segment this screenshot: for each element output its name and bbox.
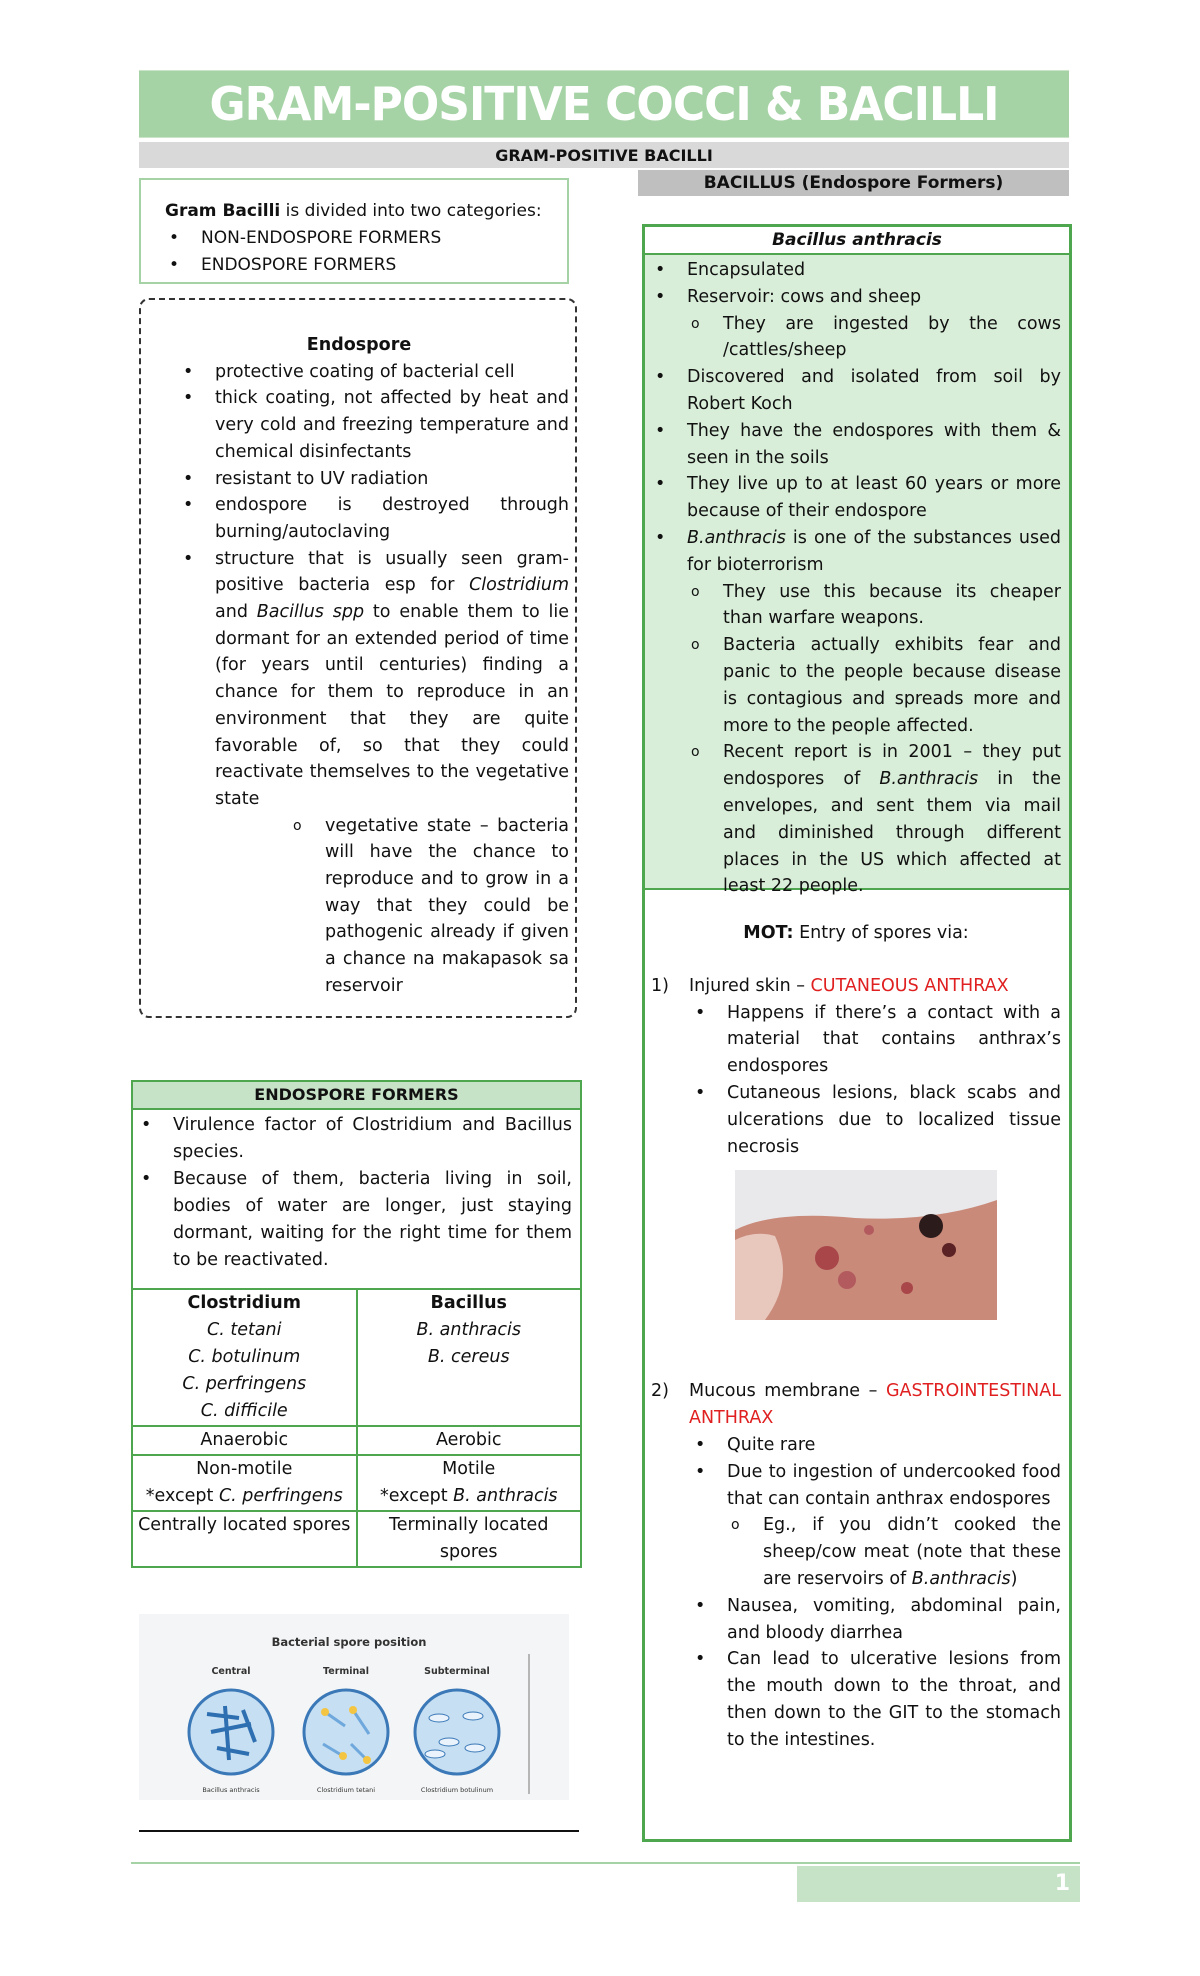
terminal-spore-circle xyxy=(304,1690,388,1774)
table-cell: Centrally located spores xyxy=(132,1511,357,1567)
figure-label: Terminal xyxy=(323,1666,369,1677)
list-item: • Reservoir: cows and sheep xyxy=(651,284,1061,311)
page-title: GRAM-POSITIVE COCCI & BACILLI xyxy=(139,70,1069,137)
list-item: • Can lead to ulcerative lesions from the mouth down to the throat, and then down to the GIT to the stomach to the intestines. xyxy=(691,1646,1061,1753)
list-item: • Encapsulated xyxy=(651,257,1061,284)
list-sub-item: o Eg., if you didn’t cooked the sheep/cow meat (note that these are reservoirs of B.anthracis) xyxy=(727,1512,1061,1592)
page-number: 1 xyxy=(797,1866,1080,1902)
list-item: • Happens if there’s a contact with a material that contains anthrax’s endospores xyxy=(691,1000,1061,1080)
figure-label: Central xyxy=(211,1666,251,1677)
list-item: • protective coating of bacterial cell xyxy=(179,359,569,386)
list-item: • thick coating, not affected by heat and very cold and freezing temperature and chemical disinfectants xyxy=(179,385,569,465)
list-sub-item: o vegetative state – bacteria will have the chance to reproduce and to grow in a way that they could be pathogenic already if given a chance na makapasok sa reservoir xyxy=(289,813,569,1000)
table-cell: Motile *except B. anthracis xyxy=(357,1455,582,1511)
list-item: • ENDOSPORE FORMERS xyxy=(165,252,547,279)
bacillus-anthracis-facts xyxy=(645,255,1069,897)
endospore-box xyxy=(139,298,577,1018)
list-item: • They have the endospores with them & seen in the soils xyxy=(651,418,1061,472)
table-heading: ENDOSPORE FORMERS xyxy=(132,1081,581,1109)
list-sub-item: o Recent report is in 2001 – they put endospores of B.anthracis in the envelopes, and sent them via mail and diminished through different places in the US which affected at least 22 people. xyxy=(687,739,1061,900)
spore-position-figure xyxy=(139,1614,569,1800)
list-item: • Virulence factor of Clostridium and Bacillus species. xyxy=(137,1112,572,1166)
list-item: • B.anthracis is one of the substances used for bioterrorism xyxy=(651,525,1061,579)
footer-line xyxy=(131,1862,1080,1864)
section-subtitle: GRAM-POSITIVE BACILLI xyxy=(139,142,1069,168)
list-item: • They live up to at least 60 years or more because of their endospore xyxy=(651,471,1061,525)
list-item: • resistant to UV radiation xyxy=(179,466,569,493)
figure-title: Bacterial spore position xyxy=(271,1635,427,1649)
list-sub-item: o Bacteria actually exhibits fear and panic to the people because disease is contagious and spreads more and more to the people affected. xyxy=(687,632,1061,739)
route-cutaneous: 1) Injured skin – CUTANEOUS ANTHRAX xyxy=(651,975,1009,996)
bacillus-anthracis-box xyxy=(642,224,1072,1842)
route-gastrointestinal: 2) Mucous membrane – GASTROINTESTINAL ANTHRAX xyxy=(651,1381,1061,1429)
table-cell: Anaerobic xyxy=(132,1426,357,1455)
bacillus-section-header: BACILLUS (Endospore Formers) xyxy=(638,170,1069,196)
cutaneous-lesion-photo xyxy=(735,1170,997,1320)
mode-of-transmission xyxy=(645,890,1069,1754)
table-cell: Non-motile *except C. perfringens xyxy=(132,1455,357,1511)
central-spore-circle xyxy=(189,1690,273,1774)
list-item: • endospore is destroyed through burning/autoclaving xyxy=(179,492,569,545)
figure-caption: Clostridium tetani xyxy=(316,1786,376,1794)
figure-caption: Clostridium botulinum xyxy=(420,1786,494,1794)
mot-heading: MOT: Entry of spores via: xyxy=(743,923,969,943)
list-item: • Discovered and isolated from soil by Robert Koch xyxy=(651,364,1061,418)
list-item: • Due to ingestion of undercooked food that can contain anthrax endospores xyxy=(691,1459,1061,1513)
list-item: • Nausea, vomiting, abdominal pain, and bloody diarrhea xyxy=(691,1593,1061,1647)
table-cell: Terminally located spores xyxy=(357,1511,582,1567)
clostridium-cell: Clostridium C. tetani C. botulinum C. perfringens C. difficile xyxy=(132,1289,357,1426)
list-item: • NON-ENDOSPORE FORMERS xyxy=(165,225,547,252)
list-item: • Because of them, bacteria living in soil, bodies of water are longer, just staying dormant, waiting for the right time for them to be reactivated. xyxy=(137,1166,572,1274)
divider xyxy=(139,1830,579,1832)
endospore-heading: Endospore xyxy=(306,335,412,355)
gram-bacilli-intro: Gram Bacilli is divided into two categories: xyxy=(165,201,542,221)
gram-bacilli-box xyxy=(139,178,569,284)
bacillus-cell: Bacillus B. anthracis B. cereus xyxy=(357,1289,582,1426)
list-item: • Quite rare xyxy=(691,1432,1061,1459)
endospore-formers-table xyxy=(131,1080,582,1568)
list-item: • Cutaneous lesions, black scabs and ulcerations due to localized tissue necrosis xyxy=(691,1080,1061,1160)
list-item: • structure that is usually seen gram-positive bacteria esp for Clostridium and Bacillus spp to enable them to lie dormant for an extended period of time (for years until centuries) finding a chance for them to reproduce in an environment that they are quite favorable of, so that they could reactivate themselves to the vegetative state xyxy=(179,546,569,813)
table-cell: Aerobic xyxy=(357,1426,582,1455)
subterminal-spore-circle xyxy=(415,1690,499,1774)
figure-caption: Bacillus anthracis xyxy=(202,1786,260,1794)
list-sub-item: o They are ingested by the cows /cattles/sheep xyxy=(687,311,1061,365)
bacillus-anthracis-heading: Bacillus anthracis xyxy=(645,227,1069,255)
list-sub-item: o They use this because its cheaper than warfare weapons. xyxy=(687,579,1061,633)
figure-label: Subterminal xyxy=(424,1666,490,1677)
